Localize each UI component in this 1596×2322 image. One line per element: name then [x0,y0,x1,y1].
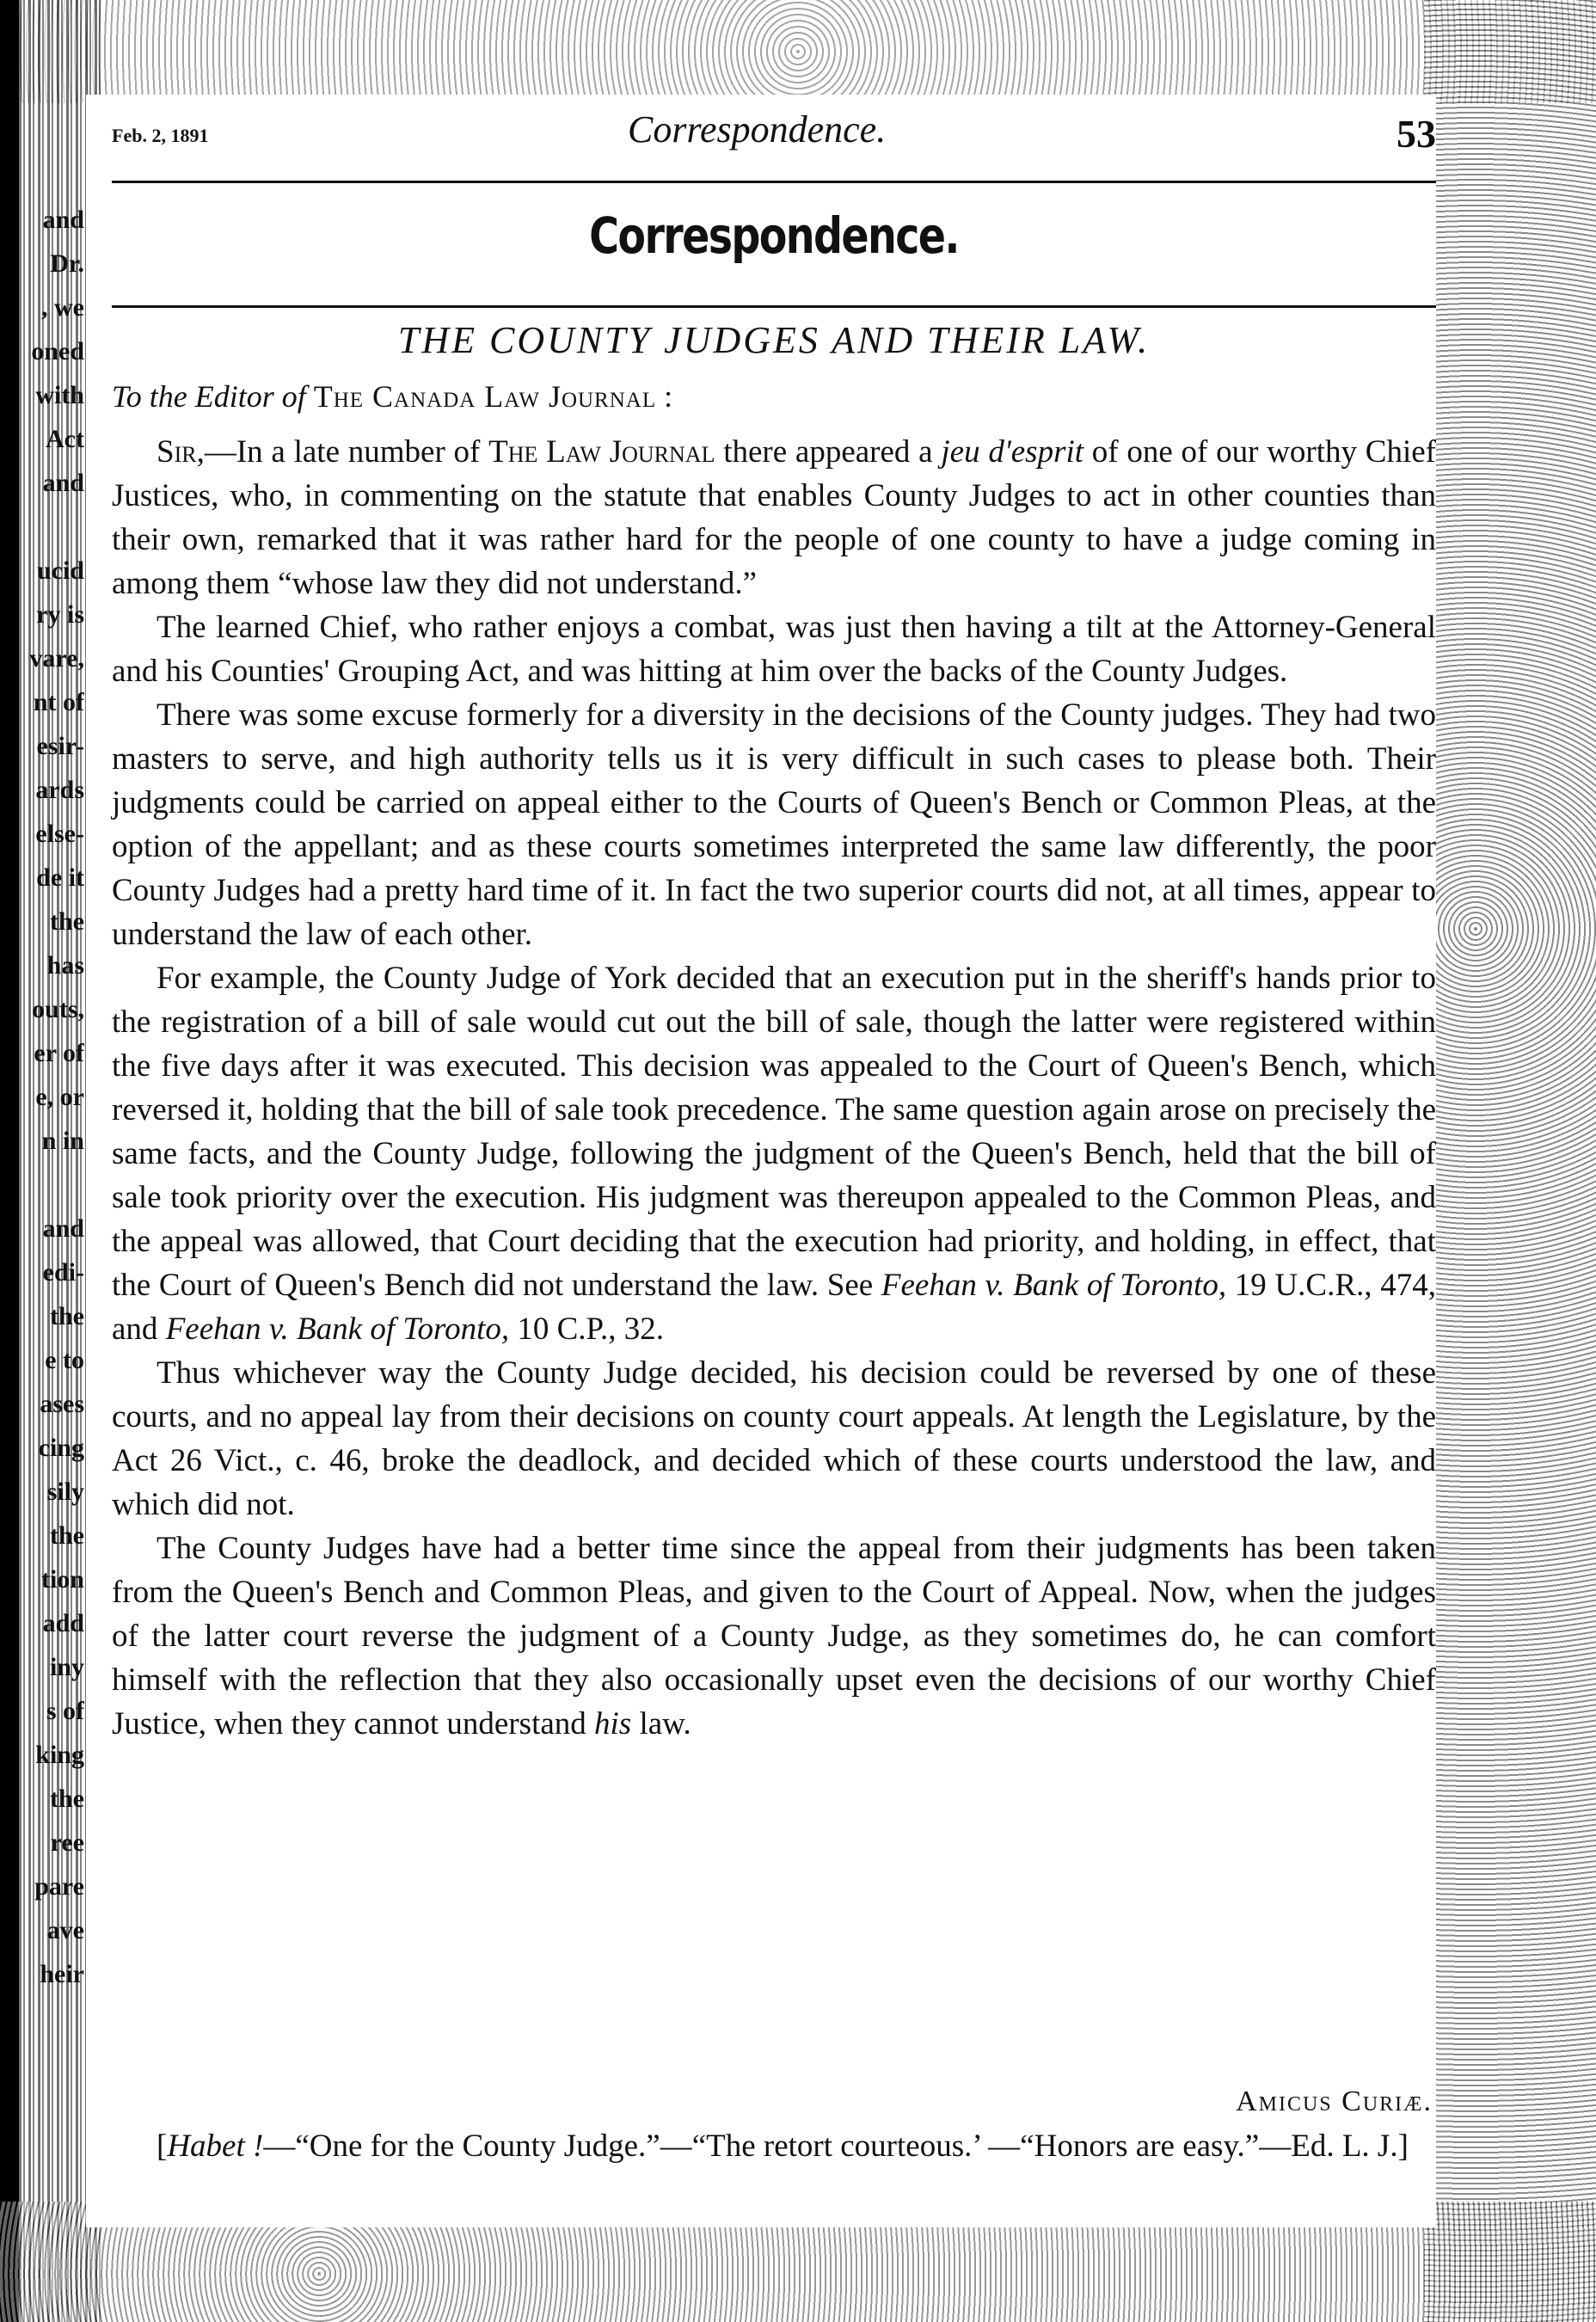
margin-fragment: heir [40,1960,84,1988]
margin-fragment: ards [35,776,84,804]
margin-fragment: e to [45,1346,84,1374]
margin-fragment: the [50,1302,84,1330]
issue-date: Feb. 2, 1891 [112,125,209,146]
margin-fragment: de it [36,863,84,892]
margin-fragment: oned [31,337,84,366]
adjacent-page-fragments [0,198,84,1996]
margin-fragment: add [42,1609,84,1637]
margin-fragment [0,505,84,549]
margin-fragment: ree [50,1828,84,1857]
margin-fragment: king [35,1741,84,1769]
article-title: THE COUNTY JUDGES AND THEIR LAW. [397,319,1151,361]
margin-fragment: iny [49,1653,84,1681]
foreign-phrase: jeu d'esprit [941,434,1084,470]
margin-fragment: ry is [36,600,84,629]
margin-fragment: pare [34,1872,84,1901]
paragraph-text: The County Judges have had a better time since the appeal from their judgments has been taken from the Queen's Bench and Common Pleas, and given to the Court of Appeal. Now, when the judges of the latter court reverse the judgment of a County Judge, as they sometimes do, he can comfort himself with the reflection that they also occasionally upset even the decisions of our worthy Chief Justice, when they cannot understand [112,1531,1436,1742]
section-heading: Correspondence. [589,206,959,265]
scan-noise-right [1424,0,1596,2322]
margin-fragment: vare, [29,644,84,673]
margin-fragment [0,1163,84,1207]
margin-fragment: Dr. [50,249,84,278]
margin-fragment: the [50,1521,84,1550]
editor-note-exclamation: Habet ! [167,2128,264,2164]
paragraph-text: —In a late number of [204,434,489,470]
paragraph-text: there appeared a [715,434,942,470]
editor-note-text [112,2124,1436,2168]
margin-fragment: and [42,469,84,497]
paragraph-4 [112,956,1436,1351]
opening-address: Sir, [157,434,205,470]
journal-name: The Law Journal [488,434,715,470]
margin-fragment: has [46,951,84,980]
margin-fragment: s of [46,1697,84,1725]
scan-noise-top [0,0,1596,103]
salutation-journal: The Canada Law Journal [313,379,657,414]
paragraph-5: Thus whichever way the County Judge decided, his decision could be reversed by one of these courts, and no appeal lay from their decisions on county court appeals. At length the Legislature, by the Act 26 Vict., c. 46, broke the deadlock, and decided which of these courts understood the law, and which did not. [112,1355,1436,1522]
margin-fragment: n in [41,1127,84,1155]
running-head [112,108,1436,159]
margin-fragment: , we [41,293,84,322]
salutation [112,378,672,415]
margin-fragment: cing [38,1434,84,1462]
letter-body [112,430,1436,1746]
paragraph-text: 19 U.C.R., 474, and [112,1268,1436,1347]
page-number: 53 [1396,112,1436,156]
case-citation: Feehan v. Bank of Toronto, [165,1312,510,1347]
margin-fragment: else- [35,820,84,848]
paragraph-text: 10 C.P., 32. [509,1312,665,1347]
paragraph-text: of one of our worthy Chief Justices, who, in commenting on the statute that enables County Judges to act in other counties than their own, remarked that it was rather hard for the people of one county to have a judge coming in among them “whose law they did not understand.” [112,434,1436,601]
margin-fragment: and [42,1214,84,1243]
margin-fragment: nt of [33,688,84,716]
margin-fragment: and [42,206,84,234]
case-citation: Feehan v. Bank of Toronto, [881,1268,1227,1303]
margin-fragment: edi- [42,1258,84,1287]
salutation-suffix: : [656,379,673,414]
header-rule [112,181,1436,183]
bracket: [ [157,2128,168,2164]
margin-fragment: e, or [35,1083,84,1111]
margin-fragment: with [35,381,84,409]
margin-fragment: tion [40,1565,84,1594]
emphasis: his [594,1706,632,1742]
paragraph-text: For example, the County Judge of York decided that an execution put in the sheriff's hands prior to the registration of a bill of sale would cut out the bill of sale, though the latter were registered within the five days after it was executed. This decision was appealed to the Court of Queen's Bench, which reversed it, holding that the bill of sale took precedence. The same question again arose on precisely the same facts, and the County Judge, following the judgment of the Queen's Bench, held that the bill of sale took priority over the execution. His judgment was thereupon appealed to the Common Pleas, and the appeal was allowed, that Court deciding that the execution had priority, and holding, in effect, that the Court of Queen's Bench did not understand the law. See [112,961,1436,1303]
editor-note [112,2124,1436,2168]
margin-fragment: ucid [36,556,84,585]
section-rule [112,305,1436,308]
margin-fragment: the [50,1784,84,1813]
paragraph-3: There was some excuse formerly for a diversity in the decisions of the County judges. They had two masters to serve, and high authority tells us it is very difficult in such cases to please both. Their judgments could be carried on appeal either to the Courts of Queen's Bench or Common Pleas, at the option of the appellant; and as these courts sometimes interpreted the same law differently, the poor County Judges had a pretty hard time of it. In fact the two superior courts did not, at all times, appear to understand the law of each other. [112,697,1436,952]
signature: Amicus Curiæ. [1236,2086,1433,2117]
margin-fragment: outs, [32,995,84,1023]
margin-fragment: ave [46,1916,84,1944]
running-title: Correspondence. [628,108,887,150]
paragraph-text: law. [631,1706,691,1742]
margin-fragment: ases [40,1390,84,1418]
margin-fragment: the [50,907,84,936]
paragraph-2: The learned Chief, who rather enjoys a combat, was just then having a tilt at the Attorney-General and his Counties' Grouping Act, and was hitting at him over the backs of the County Judges. [112,610,1436,689]
margin-fragment: esir- [36,732,84,760]
margin-fragment: Act [46,425,84,453]
paragraph-6 [112,1526,1436,1746]
margin-fragment: er of [34,1039,84,1067]
editor-note-body: —“One for the County Judge.”—“The retort courteous.’ —“Honors are easy.”—Ed. L. J.] [263,2128,1409,2164]
margin-fragment: sily [46,1477,84,1506]
salutation-prefix: To the Editor of [112,379,306,414]
paragraph-1 [112,430,1436,605]
